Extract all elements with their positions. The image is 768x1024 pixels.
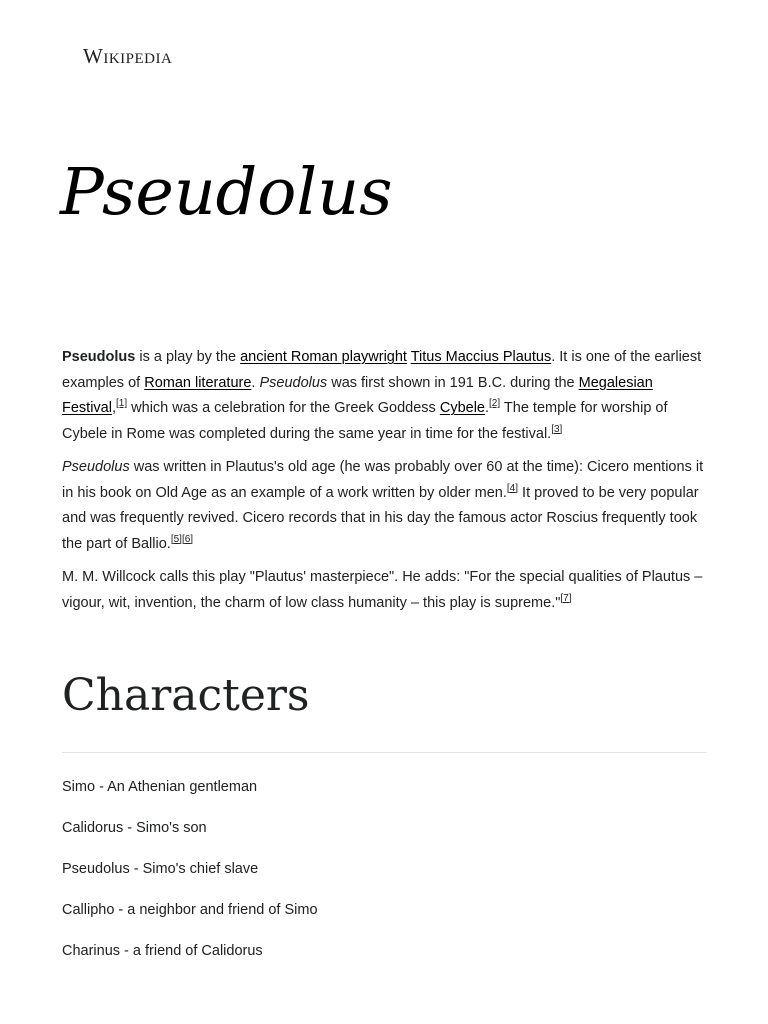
list-item: Charinus - a friend of Calidorus — [62, 943, 263, 959]
paragraph-text: . It is one of the earliest examples of — [62, 349, 702, 391]
link-megalesian-festival[interactable]: Megalesian Festival — [62, 374, 653, 416]
italic-title: Pseudolus — [259, 374, 328, 391]
paragraph-text: was written in Plautus's old age (he was probably over 60 at the time): Cicero mentions it in his book on Old Age as an example of a work written by older men. — [62, 459, 704, 501]
link-titus-maccius-plautus[interactable]: Titus Maccius Plautus — [410, 349, 552, 365]
list-item: Callipho - a neighbor and friend of Simo — [62, 902, 318, 918]
article-subject-bold: Pseudolus — [62, 349, 136, 365]
paragraph-text: was first shown in 191 B.C. during the — [327, 374, 579, 391]
paragraph-text: The temple for worship of Cybele in Rome was completed during the same year in time for the festival. — [62, 400, 668, 442]
intro-paragraph-2 — [62, 455, 707, 557]
link-roman-literature[interactable]: Roman literature — [144, 374, 252, 391]
section-heading-characters[interactable]: Characters — [62, 670, 310, 721]
paragraph-text: is a play by the — [135, 349, 241, 365]
citation-4 — [507, 483, 518, 494]
list-item: Pseudolus - Simo's chief slave — [62, 861, 259, 877]
citation-1 — [116, 398, 127, 409]
citation-link[interactable]: [6] — [181, 533, 194, 545]
paragraph-text: . — [251, 374, 260, 391]
link-cybele[interactable]: Cybele — [439, 400, 485, 416]
citation-7 — [560, 593, 571, 604]
list-item: Calidorus - Simo's son — [62, 820, 207, 836]
paragraph-text: M. M. Willcock calls this play "Plautus' masterpiece". He adds: "For the special qualities of Plautus – vigour, wit, invention, the charm of low class humanity – this play is supreme." — [62, 569, 703, 611]
citation-6 — [182, 534, 193, 545]
citation-5 — [171, 534, 182, 545]
citation-link[interactable]: [5] — [170, 533, 182, 545]
citation-link[interactable]: [1] — [116, 398, 128, 410]
citation-2 — [489, 398, 500, 409]
citation-link[interactable]: [7] — [560, 592, 572, 604]
article-body — [62, 345, 707, 624]
list-item: Simo - An Athenian gentleman — [62, 779, 258, 795]
citation-3 — [551, 424, 562, 435]
citation-link[interactable]: [2] — [489, 398, 501, 410]
intro-paragraph-3 — [62, 565, 707, 616]
link-ancient-roman-playwright[interactable]: ancient Roman playwright — [240, 349, 407, 365]
wikipedia-logo[interactable]: Wikipedia — [83, 44, 173, 68]
citation-link[interactable]: [3] — [551, 423, 563, 435]
characters-list — [62, 774, 318, 979]
paragraph-text: which was a celebration for the Greek Goddess — [127, 400, 440, 416]
paragraph-text: , — [111, 400, 116, 416]
citation-link[interactable]: [4] — [506, 482, 519, 494]
section-divider — [62, 752, 707, 753]
intro-paragraph-1 — [62, 345, 707, 447]
page-title: Pseudolus — [60, 155, 393, 230]
italic-title: Pseudolus — [62, 459, 130, 475]
paragraph-text: It proved to be very popular and was frequently revived. Cicero records that in his day the famous actor Roscius frequently took the part of Ballio. — [62, 484, 699, 552]
paragraph-text: . — [484, 400, 490, 416]
